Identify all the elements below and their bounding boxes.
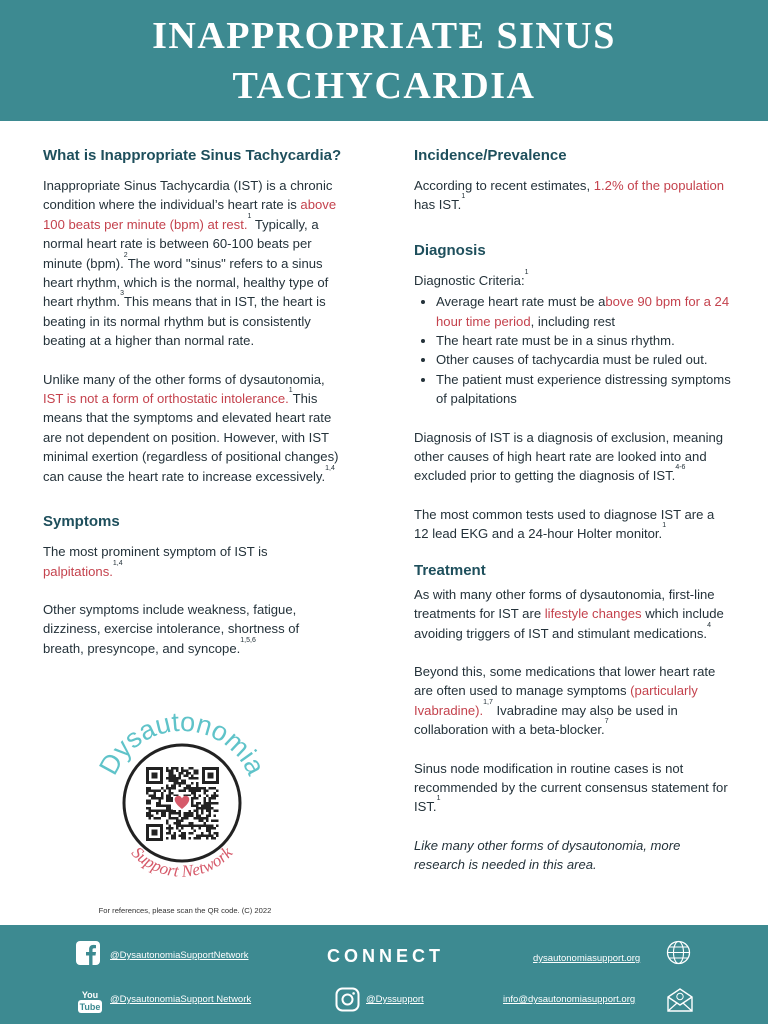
list-item: • The heart rate must be in a sinus rhythm.: [436, 331, 732, 350]
citation: 1,5,6: [240, 636, 256, 644]
text-run: Other symptoms include weakness, fatigue, dizziness, exercise intolerance, shortness of breath, presyncope, and syncope.: [43, 601, 300, 656]
text-run: Diagnosis of IST is a diagnosis of exclusion, meaning other causes of high heart rate are looked into and excluded prior to getting the diagnosis of IST.: [414, 429, 724, 484]
instagram-handle[interactable]: @Dyssupport: [366, 994, 424, 1005]
symptoms-paragraph-1: [43, 542, 343, 581]
italic-note: Like many other forms of dysautonomia, more research is needed in this area.: [414, 837, 681, 873]
text-run: Beyond this, some medications that lower heart rate are often used to manage symptoms: [414, 663, 716, 699]
svg-text:Tube: Tube: [79, 1002, 101, 1012]
text-run: The word "sinus" refers to a sinus heart rhythm, which is the normal, healthy type of heart rhythm.: [43, 255, 329, 310]
text-run: The most common tests used to diagnose IST are a 12 lead EKG and a 24-hour Holter monitor.: [414, 506, 715, 542]
email-address[interactable]: info@dysautonomiasupport.org: [503, 994, 636, 1005]
header-banner: [0, 0, 768, 121]
citation: 7: [604, 718, 609, 726]
left-column: [43, 146, 343, 658]
diagnosis-heading: Diagnosis: [414, 241, 486, 259]
email-link[interactable]: [503, 994, 635, 1005]
text-run: Average heart rate must be a: [436, 294, 606, 310]
mail-icon: [666, 986, 694, 1013]
citation: 1,4: [325, 464, 335, 472]
facebook-handle[interactable]: @DysautonomiaSupportNetwork: [110, 950, 249, 961]
symptoms-paragraph-2: [43, 600, 343, 658]
text-run: Ivabradine may also be used in collaboration with a beta-blocker.: [414, 702, 678, 738]
highlight-text: 1.2% of the population: [593, 178, 725, 193]
citation: 1,7: [483, 698, 493, 706]
treatment-heading: Treatment: [414, 561, 486, 579]
citation: 1: [436, 795, 441, 803]
text-run: This means that in IST, the heart is beating in its normal rhythm but is consistently beating at a higher than normal rate.: [43, 294, 326, 349]
right-column: [414, 146, 732, 875]
citation: 4: [707, 621, 711, 629]
text-run: This means that the symptoms and elevated heart rate are not dependent on position. However, with IST minimal exertion (regardless of positional changes) can cause the heart rate to increase excessively.: [43, 391, 339, 484]
highlight-text: palpitations.: [43, 563, 113, 579]
what-heading: What is Inappropriate Sinus Tachycardia?: [43, 147, 342, 164]
qr-finder-bottom-left: [146, 824, 163, 841]
instagram-link[interactable]: [366, 994, 424, 1005]
text-run: Unlike many of the other forms of dysautonomia,: [43, 371, 325, 387]
citation: 1: [247, 212, 252, 220]
treatment-paragraph-1: [414, 585, 732, 643]
what-paragraph-1: [43, 176, 343, 351]
text-run: Typically, a normal heart rate is between 60-100 beats per minute (bpm).: [43, 216, 319, 271]
text-run: , including rest: [530, 313, 616, 329]
text-run: According to recent estimates,: [414, 178, 594, 193]
text-run: Inappropriate Sinus Tachycardia (IST) is a chronic condition where the individual’s heart rate is: [43, 178, 333, 213]
diagnosis-paragraph-3: [414, 505, 732, 544]
qr-finder-top-left: [146, 767, 163, 784]
citation: 1,4: [112, 559, 123, 567]
diagnostic-criteria-label: [414, 268, 732, 290]
citation: 2: [123, 251, 128, 259]
dysautonomia-logo[interactable]: [88, 707, 276, 899]
citation: 3: [120, 290, 125, 298]
svg-text:You: You: [81, 990, 99, 1000]
highlight-text: above 100 beats per minute (bpm) at rest.: [43, 197, 337, 232]
list-item: • Other causes of tachycardia must be ruled out.: [436, 350, 732, 369]
treatment-paragraph-2: [414, 662, 732, 740]
references-note: For references, please scan the QR code. (C) 2022: [98, 906, 272, 915]
symptoms-heading: Symptoms: [43, 513, 120, 531]
globe-icon: [666, 940, 691, 965]
youtube-handle[interactable]: @DysautonomiaSupport Network: [110, 994, 252, 1005]
citation: 1: [288, 387, 293, 395]
instagram-icon[interactable]: [335, 987, 360, 1012]
highlight-text: lifestyle changes: [544, 606, 642, 622]
list-item: [436, 292, 732, 331]
logo-text-bottom: Support Network: [127, 842, 237, 881]
page-title: INAPPROPRIATE SINUS TACHYCARDIA: [152, 14, 616, 107]
citation: 4-6: [675, 464, 686, 472]
text-run: As with many other forms of dysautonomia, first-line treatments for IST are: [414, 586, 715, 622]
text-run: has IST.: [414, 197, 462, 213]
connect-label: CONNECT: [327, 946, 444, 966]
website-url[interactable]: dysautonomiasupport.org: [533, 953, 641, 964]
highlight-text: IST is not a form of orthostatic intolerance.: [43, 391, 289, 407]
diagnosis-paragraph-2: [414, 428, 732, 486]
website-link[interactable]: [533, 953, 640, 964]
logo-text-top: Dysautonomia: [93, 707, 271, 780]
youtube-icon[interactable]: [77, 988, 103, 1014]
incidence-paragraph: [414, 176, 732, 215]
citation: 1: [461, 193, 466, 201]
citation: 1: [662, 522, 667, 530]
highlight-text: (particularly Ivabradine).: [414, 683, 698, 718]
treatment-paragraph-4: [414, 836, 732, 875]
youtube-link[interactable]: [110, 994, 251, 1005]
facebook-icon[interactable]: [76, 941, 100, 965]
criteria-list: [414, 292, 732, 408]
text-run: The most prominent symptom of IST is: [43, 544, 268, 560]
highlight-text: bove 90 bpm for a 24 hour time period: [436, 294, 730, 329]
treatment-paragraph-3: [414, 759, 732, 817]
text-run: which include avoiding triggers of IST and stimulant medications.: [414, 606, 724, 641]
facebook-link[interactable]: [110, 950, 248, 961]
what-paragraph-2: [43, 370, 343, 486]
incidence-heading: Incidence/Prevalence: [414, 147, 567, 164]
citation: 1: [524, 268, 529, 276]
qr-finder-top-right: [202, 767, 219, 784]
text-run: Diagnostic Criteria:: [414, 272, 525, 288]
footer-bar: [0, 925, 768, 1024]
list-item: • The patient must experience distressing symptoms of palpitations: [436, 370, 732, 409]
text-run: Sinus node modification in routine cases is not recommended by the current consensus statement for IST.: [414, 760, 728, 815]
